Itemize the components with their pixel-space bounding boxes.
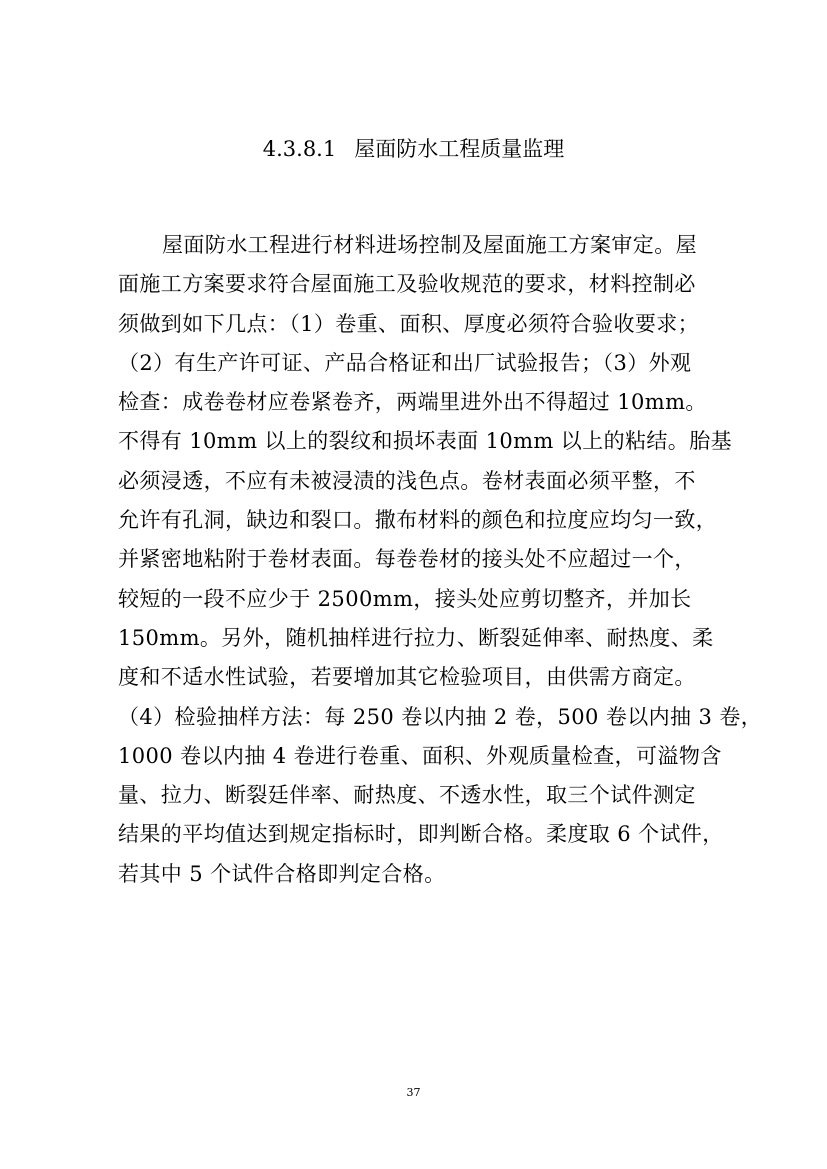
paragraph-line: 须做到如下几点：（1）卷重、面积、厚度必须符合验收要求； xyxy=(118,311,700,336)
paragraph-line: 结果的平均值达到规定指标时，即判断合格。柔度取 6 个试件， xyxy=(118,822,724,847)
paragraph-line: 150mm。另外，随机抽样进行拉力、断裂延伸率、耐热度、柔 xyxy=(118,625,714,650)
paragraph-line: 检查：成卷卷材应卷紧卷齐，两端里进外出不得超过 10mm。 xyxy=(118,390,707,415)
paragraph-line: 屋面防水工程进行材料进场控制及屋面施工方案审定。屋 xyxy=(162,233,697,257)
paragraph-line: 较短的一段不应少于 2500mm，接头处应剪切整齐，并加长 xyxy=(118,586,692,611)
paragraph-line: 并紧密地粘附于卷材表面。每卷卷材的接头处不应超过一个， xyxy=(118,547,696,572)
section-title: 屋面防水工程质量监理 xyxy=(354,137,565,161)
paragraph-line: 若其中 5 个试件合格即判定合格。 xyxy=(118,861,446,886)
paragraph-line: 必须浸透，不应有未被浸渍的浅色点。卷材表面必须平整，不 xyxy=(118,468,696,493)
body-paragraph xyxy=(118,226,763,894)
paragraph-line: （2）有生产许可证、产品合格证和出厂试验报告；（3）外观 xyxy=(118,350,692,375)
paragraph-line: 度和不适水性试验，若要增加其它检验项目，由供需方商定。 xyxy=(118,665,696,690)
section-number: 4.3.8.1 xyxy=(262,137,337,161)
paragraph-line: 不得有 10mm 以上的裂纹和损坏表面 10mm 以上的粘结。胎基 xyxy=(118,429,732,454)
page-number: 37 xyxy=(406,1086,421,1099)
section-heading xyxy=(0,134,827,164)
paragraph-line: 面施工方案要求符合屋面施工及验收规范的要求，材料控制必 xyxy=(118,272,696,297)
paragraph-line: （4）检验抽样方法：每 250 卷以内抽 2 卷，500 卷以内抽 3 卷， xyxy=(118,704,763,729)
paragraph-line: 允许有孔洞，缺边和裂口。撒布材料的颜色和拉度应均匀一致， xyxy=(118,508,718,533)
paragraph-line: 量、拉力、断裂廷伴率、耐热度、不透水性，取三个试件测定 xyxy=(118,783,696,808)
paragraph-line: 1000 卷以内抽 4 卷进行卷重、面积、外观质量检查，可溢物含 xyxy=(118,743,722,768)
